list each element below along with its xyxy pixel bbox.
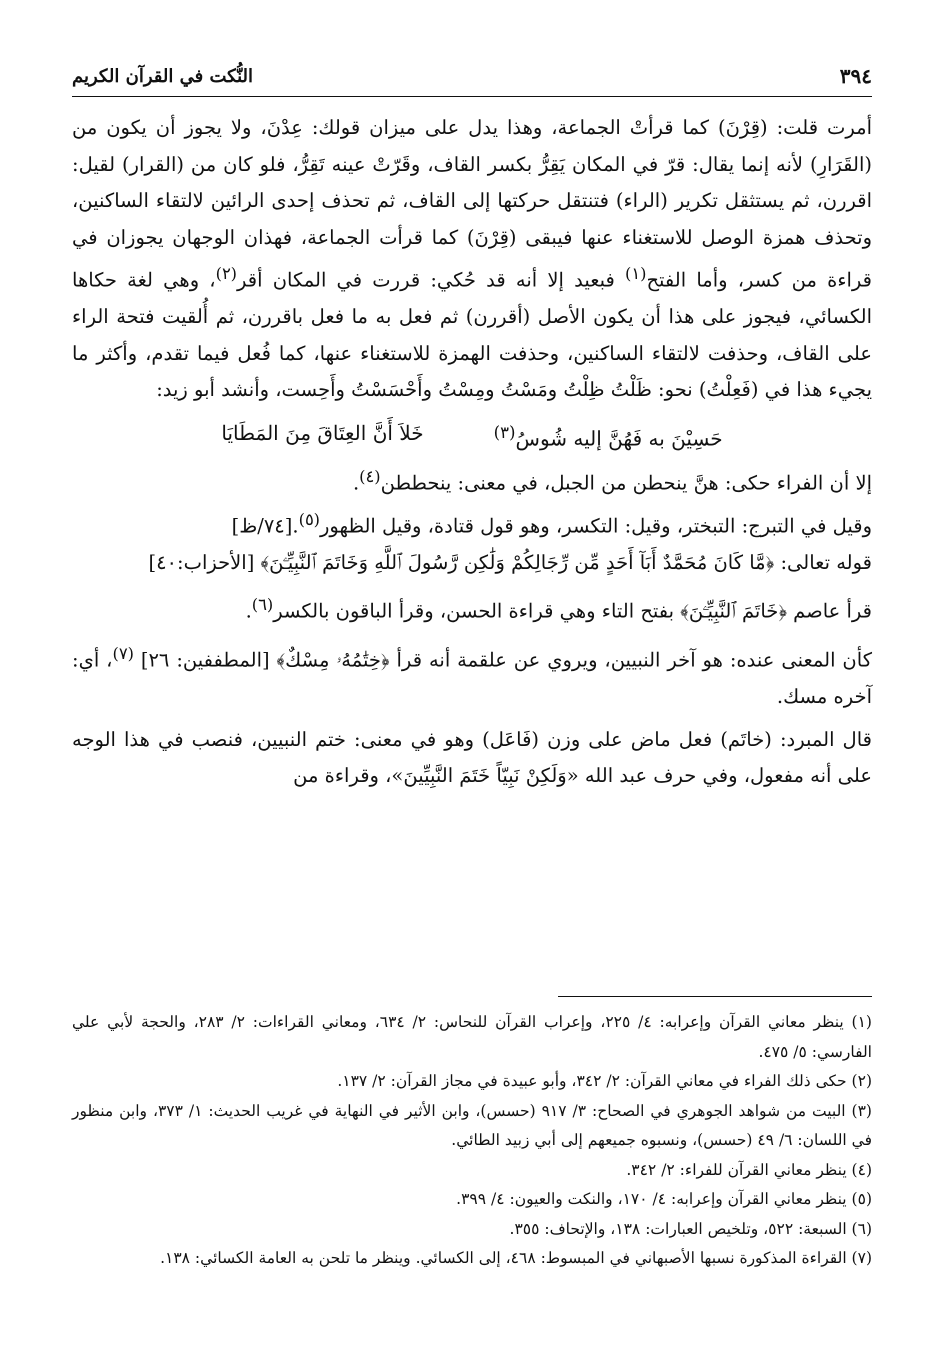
footnote-2: (٢) حكى ذلك الفراء في معاني القرآن: ٢/ ٣٤٢، وأبو عبيدة في مجاز القرآن: ٢/ ١٣٧. — [337, 1072, 872, 1090]
paragraph-farra: إلا أن الفراء حكى: هنَّ ينحطن من الجبل، في معنى: ينحططن$^{(٤)}$. — [352, 466, 872, 495]
main-text — [72, 110, 872, 795]
verse-hemistich-first: خَلاَ أَنَّ العِتَاقَ مِنَ المَطَايَا — [221, 420, 424, 445]
paragraph-alqama: كأن المعنى عنده: هو آخر النبيين، ويروي عن علقمة أنه قرأ ﴿خِتَٰمُهُۥ مِسْكٌ﴾ [المطففين: ٢٦] $^{(٧)}$، أي: آخره مسك. — [72, 644, 872, 709]
paragraph-asim: قرأ عاصم ﴿خَاتَمَ ٱلنَّبِيِّـۧنَ﴾ بفتح التاء وهي قراءة الحسن، وقرأ الباقون بالكسر$^{(٦)}$. — [245, 595, 872, 623]
page-number: ٣٩٤ — [839, 64, 872, 88]
paragraph-mubarrad: قال المبرد: (خاتَم) فعل ماض على وزن (فَاعَل) وهو في معنى: ختم النبيين، فنصب في هذا الوجه على أنه مفعول، وفي حرف عبد الله «وَلَكِنْ نَبِيّاً خَتَمَ النَّبِيِّينَ»، وقراءة من — [72, 727, 872, 788]
footnote-4: (٤) ينظر معاني القرآن للفراء: ٢/ ٣٤٢. — [626, 1160, 872, 1179]
quran-quote: ﴿خَاتَمَ ٱلنَّبِيِّـۧنَ﴾ — [680, 599, 787, 623]
footnote-ref-4: (٤) — [359, 466, 381, 486]
footnote-5: (٥) ينظر معاني القرآن وإعرابه: ٤/ ١٧٠، والنكت والعيون: ٤/ ٣٩٩. — [456, 1190, 872, 1208]
footnote-3: (٣) البيت من شواهد الجوهري في الصحاح: ٣/ ٩١٧ (حسس)، وابن الأثير في النهاية في غريب الحديث: ١/ ٣٧٣، وابن منظور في اللسان: ٦/ ٤٩ (حسس)، ونسبوه جميعهم إلى أبي زبيد الطائي. — [72, 1101, 872, 1149]
surah-citation: [المطففين: ٢٦] — [133, 648, 277, 672]
paragraph-tabarruj: وقيل في التبرج: التبختر، وقيل: التكسر، وهو قول قتادة، وقيل الظهور$^{(٥)}$.[٧٤/ظ] — [231, 509, 872, 538]
footnote-7: (٧) القراءة المذكورة نسبها الأصبهاني في المبسوط: ٤٦٨، إلى الكسائي. وينظر ما تلحن به العامة الكسائي: ١٣٨. — [160, 1249, 872, 1267]
footnote-ref-2: (٢) — [215, 264, 238, 283]
footnote-6: (٦) السبعة: ٥٢٢، وتلخيص العبارات: ١٣٨، والإتحاف: ٣٥٥. — [509, 1219, 872, 1238]
manuscript-folio-marker: .[٧٤/ظ] — [231, 514, 299, 538]
footnote-ref-5: (٥) — [298, 509, 321, 529]
footnote-ref-3: (٣) — [493, 422, 516, 442]
paragraph-text: أمرت قلت: (قِرْنَ) كما قرأتْ الجماعة، وهذا يدل على ميزان قولك: عِدْنَ، ولا يجوز أن يكون من (القَرَارِ) لأنه إنما يقال: قرّ في المكان يَقِرُّ بكسر القاف، وقَرّتْ عينه تَقِرُّ، فلو كان من (القرار) لقيل: اقررن، ثم يستثقل تكرير (الراء) فتنتقل حركتها إلى القاف، ثم تحذف إحدى الرائين لالتقاء الساكنين، وتحذف همزة الوصل للاستغناء عنها فيبقى (قِرْنَ) كما قرأت الجماعة، فهذان الوجهان يجوزان في قراءة من كسر، وأما الفتح — [72, 116, 873, 292]
footnote-ref-1: (١) — [625, 264, 647, 283]
surah-citation: [الأحزاب:٤٠] — [148, 550, 261, 574]
running-title: النُّكت في القرآن الكريم — [72, 65, 254, 87]
footnote-1: (١) ينظر معاني القرآن وإعرابه: ٤/ ٢٢٥، وإعراب القرآن للنحاس: ٢/ ٦٣٤، ومعاني القراءات: ٢/ ٢٨٣، والحجة لأبي علي الفارسي: ٥/ ٤٧٥. — [72, 1013, 872, 1061]
footnotes — [72, 1008, 872, 1274]
paragraph-text: ، وهي لغة حكاها الكسائي، فيجوز على هذا أن يكون الأصل (أقررن) ثم فعل به ما فعل باقررن، ثم أُلقيت فتحة الراء على القاف، وحذفت لالتقاء الساكنين، وحذفت الهمزة للاستغناء عنها، كما فُعل فيما تقدم، وأكثر ما يجيء هذا في (فَعِلْتُ) نحو: ظَلْتُ ظِلْتُ ومَسْتُ ومِسْتُ وأَحْسَسْتُ وأَحِست، وأنشد أبو زيد: — [72, 268, 872, 401]
page-header — [72, 56, 872, 97]
paragraph-verse-citation: قوله تعالى: ﴿مَّا كَانَ مُحَمَّدٌ أَبَآ أَحَدٍ مِّن رِّجَالِكُمْ وَلَٰكِن رَّسُولَ ٱللَّهِ وَخَاتَمَ ٱلنَّبِيِّـۧنَ﴾ [الأحزاب:٤٠] — [148, 550, 872, 574]
footnote-ref-7: (٧) — [112, 644, 134, 664]
footnote-divider — [558, 996, 872, 997]
paragraph-text: فبعيد إلا أنه قد حُكي: قررت في المكان أقر — [237, 268, 626, 292]
quran-quote: ﴿خِتَٰمُهُۥ مِسْكٌ﴾ — [276, 648, 390, 672]
verse-hemistich-second: حَسِيْنَ به فَهُنَّ إليه شُوسُ$^{(٣)}$ — [493, 422, 723, 451]
quran-quote: ﴿مَّا كَانَ مُحَمَّدٌ أَبَآ أَحَدٍ مِّن رِّجَالِكُمْ وَلَٰكِن رَّسُولَ ٱللَّهِ وَخَاتَمَ ٱلنَّبِيِّـۧنَ﴾ — [260, 550, 775, 574]
footnote-ref-6: (٦) — [251, 595, 274, 615]
poetry-verse — [72, 415, 872, 457]
paragraph-qirn — [72, 110, 872, 409]
